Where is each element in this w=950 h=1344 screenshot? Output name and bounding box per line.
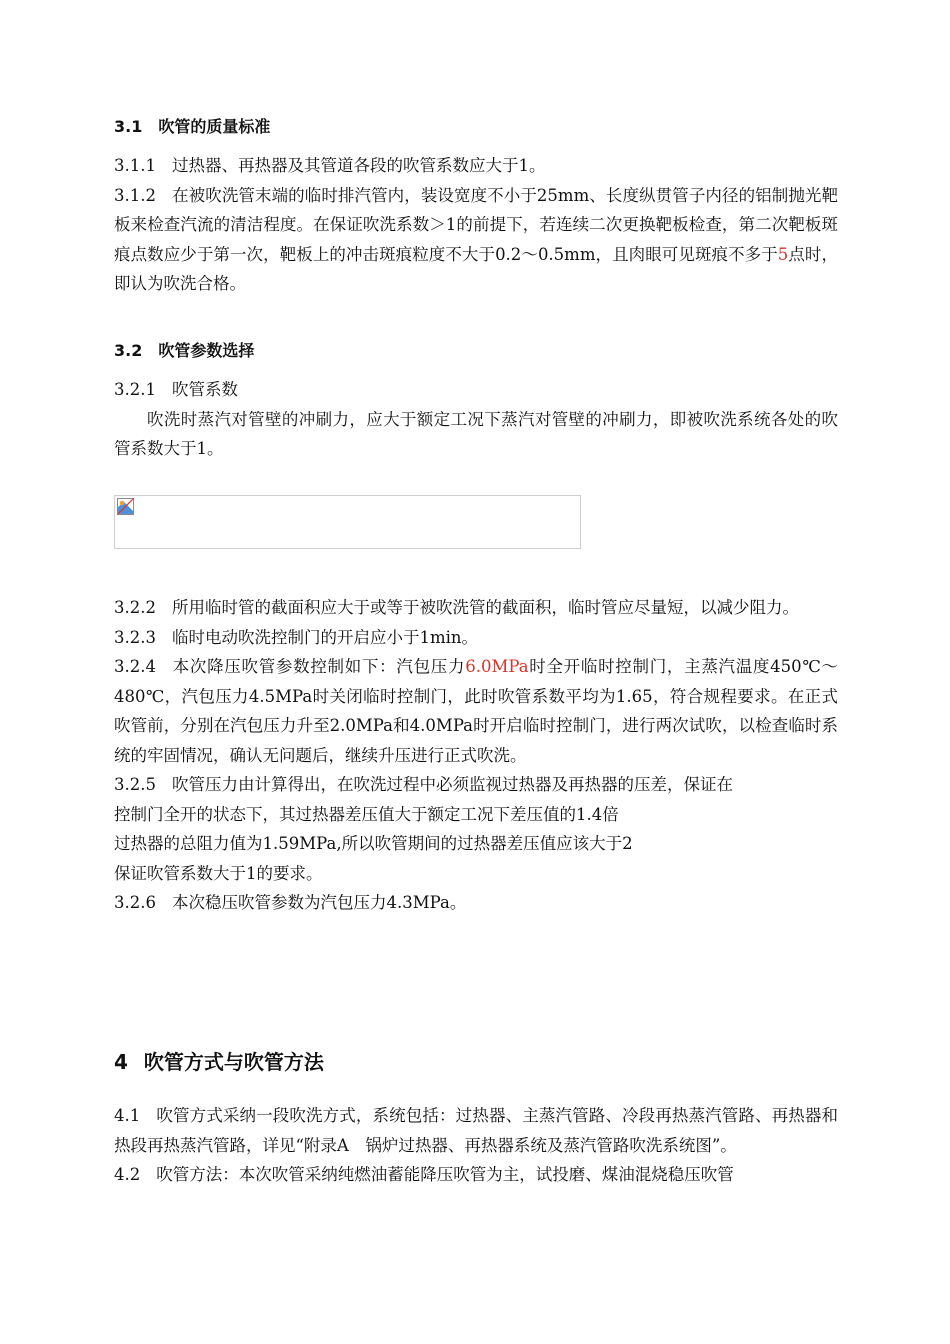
clause-3-2-6: 3.2.6 本次稳压吹管参数为汽包压力4.3MPa。 <box>114 893 467 912</box>
clause-3-2-3: 3.2.3 临时电动吹洗控制门的开启应小于1min。 <box>114 627 479 647</box>
broken-image-icon <box>117 498 134 515</box>
clause-3-1-1: 3.1.1 过热器、再热器及其管道各段的吹管系数应大于1。 <box>114 156 546 175</box>
section-4-body <box>114 1101 838 1190</box>
clause-3-2-5-line4: 保证吹管系数大于1的要求。 <box>114 863 323 883</box>
clause-4-2: 4.2 吹管方法：本次吹管采纳纯燃油蓄能降压吹管为主，试投磨、煤油混烧稳压吹管 <box>114 1165 734 1184</box>
section-4-heading: 4 吹管方式与吹管方法 <box>114 1050 324 1074</box>
clause-3-2-5-line1: 3.2.5 吹管压力由计算得出，在吹洗过程中必须监视过热器及再热器的压差，保证在 <box>114 775 733 794</box>
clause-3-2-5-line2: 控制门全开的状态下，其过热器差压值大于额定工况下差压值的1.4倍 <box>114 804 619 824</box>
clause-4-1: 4.1 吹管方式采纳一段吹洗方式，系统包括：过热器、主蒸汽管路、冷段再热蒸汽管路、再热器和热段再热蒸汽管路，详见“附录A 锅炉过热器、再热器系统及蒸汽管路吹洗系统图”。 <box>114 1106 838 1155</box>
section-3-2-body <box>114 593 838 918</box>
clause-3-2-1-title: 3.2.1 吹管系数 <box>114 380 238 399</box>
section-3-2-heading: 3.2 吹管参数选择 <box>114 341 255 360</box>
section-3-2-1 <box>114 375 838 464</box>
clause-3-2-1-body: 吹洗时蒸汽对管壁的冲刷力，应大于额定工况下蒸汽对管壁的冲刷力，即被吹洗系统各处的吹管系数大于1。 <box>114 409 838 458</box>
section-3-1-heading: 3.1 吹管的质量标准 <box>114 117 271 136</box>
clause-3-2-4: 3.2.4 本次降压吹管参数控制如下：汽包压力6.0MPa时全开临时控制门，主蒸汽温度450℃～480℃，汽包压力4.5MPa时关闭临时控制门，此时吹管系数平均为1.65，符合规程要求。在正式吹管前，分别在汽包压力升至2.0MPa和4.0MPa时开启临时控制门，进行两次试吹，以检查临时系统的牢固情况，确认无问题后，继续升压进行正式吹洗。 <box>114 657 839 765</box>
clause-3-2-2: 3.2.2 所用临时管的截面积应大于或等于被吹洗管的截面积，临时管应尽量短，以减少阻力。 <box>114 598 799 617</box>
section-3-1-body <box>114 151 838 299</box>
image-placeholder <box>114 495 581 549</box>
highlight-value: 5 <box>777 244 789 264</box>
clause-3-1-2: 3.1.2 在被吹洗管末端的临时排汽管内，装设宽度不小于25mm、长度纵贯管子内径的铝制抛光靶板来检查汽流的清洁程度。在保证吹洗系数＞1的前提下，若连续二次更换靶板检查，第二次靶板斑痕点数应少于第一次，靶板上的冲击斑痕粒度不大于0.2～0.5mm，且肉眼可见斑痕不多于5点时，即认为吹洗合格。 <box>114 185 839 293</box>
highlight-value: 6.0MPa <box>465 657 529 676</box>
clause-3-2-5-line3: 过热器的总阻力值为1.59MPa,所以吹管期间的过热器差压值应该大于2 <box>114 834 633 853</box>
